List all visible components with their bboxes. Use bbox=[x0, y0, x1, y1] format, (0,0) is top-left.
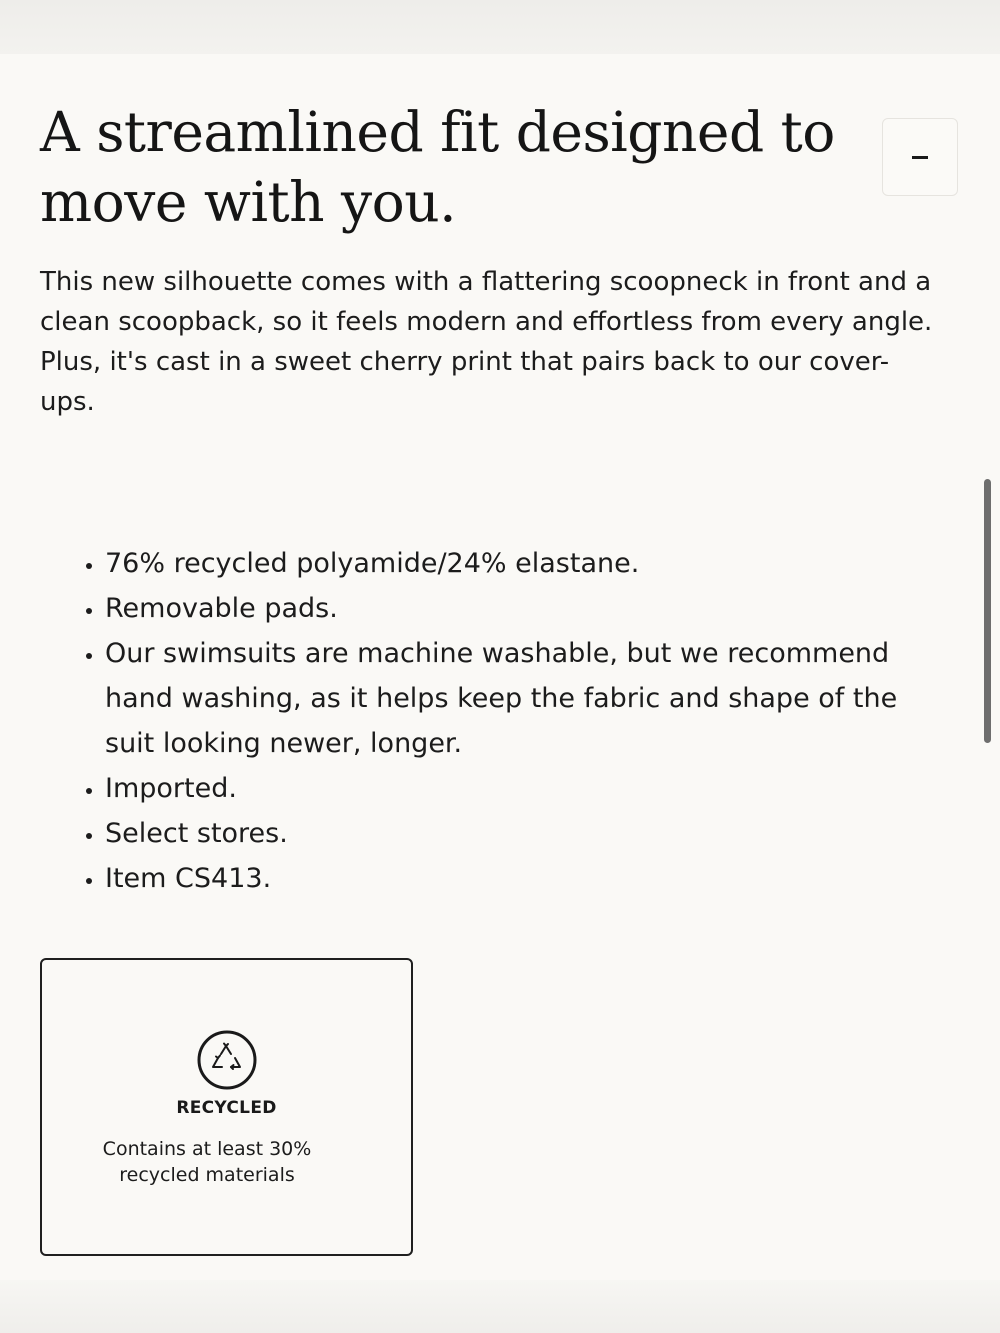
collapse-button[interactable] bbox=[882, 118, 958, 196]
feature-list bbox=[76, 541, 905, 901]
bottom-edge bbox=[0, 1280, 1000, 1333]
scrollbar-thumb[interactable] bbox=[984, 479, 991, 743]
badge-description: Contains at least 30% recycled materials bbox=[102, 1138, 312, 1186]
list-item: • Our swimsuits are machine washable, but we recommend hand washing, as it helps keep the fabric and shape of the suit looking newer, longer. bbox=[105, 631, 905, 766]
badge-title: RECYCLED bbox=[176, 1098, 277, 1118]
product-description: This new silhouette comes with a flattering scoopneck in front and a clean scoopback, so it feels modern and effortless from every angle. Plus, it's cast in a sweet cherry print that pairs back to our cover-ups. bbox=[40, 267, 933, 417]
list-item: • 76% recycled polyamide/24% elastane. bbox=[105, 541, 905, 586]
list-item: • Removable pads. bbox=[105, 586, 905, 631]
list-item: • Item CS413. bbox=[105, 856, 905, 901]
recycle-icon bbox=[197, 1030, 257, 1090]
list-item: • Select stores. bbox=[105, 811, 905, 856]
details-headline: A streamlined fit designed to move with you. bbox=[40, 100, 835, 234]
minus-icon bbox=[912, 156, 928, 159]
list-item: • Imported. bbox=[105, 766, 905, 811]
top-edge bbox=[0, 0, 1000, 54]
recycled-badge-card bbox=[40, 958, 413, 1256]
